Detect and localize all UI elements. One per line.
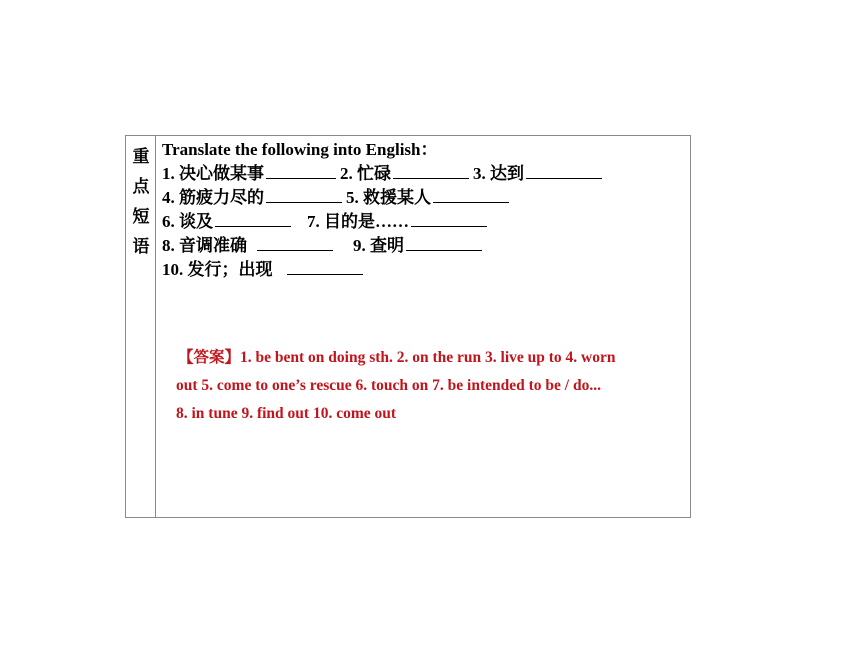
item-6: 6. 谈及: [162, 212, 213, 231]
item-1: 1. 决心做某事: [162, 164, 264, 183]
answer-blank: [433, 188, 509, 203]
answer-blank: [287, 260, 363, 275]
answer-blank: [266, 188, 342, 203]
side-label-column: [126, 136, 156, 517]
answer-blank: [526, 164, 602, 179]
item-2: 2. 忙碌: [340, 164, 391, 183]
answer-block: [174, 344, 684, 428]
item-5: 5. 救援某人: [346, 188, 431, 207]
side-label-char: 重: [132, 147, 150, 166]
exercise-row: [162, 210, 686, 234]
item-10: 10. 发行；出现: [162, 260, 273, 279]
answer-blank: [393, 164, 469, 179]
item-3: 3. 达到: [473, 164, 524, 183]
item-8: 8. 音调准确: [162, 236, 247, 255]
exercise-row: [162, 234, 686, 258]
answer-line: out 5. come to one’s rescue 6. touch on 7. be intended to be / do...: [176, 377, 601, 394]
answer-blank: [266, 164, 336, 179]
answer-blank: [257, 236, 333, 251]
answer-line: 8. in tune 9. find out 10. come out: [176, 405, 397, 422]
item-9: 9. 查明: [353, 236, 404, 255]
answer-blank: [215, 212, 291, 227]
item-4: 4. 筋疲力尽的: [162, 188, 264, 207]
answer-line: 【答案】1. be bent on doing sth. 2. on the run 3. live up to 4. worn: [178, 349, 616, 366]
exercise-row: [162, 162, 686, 186]
answer-blank: [406, 236, 482, 251]
answer-blank: [411, 212, 487, 227]
exercise-heading: Translate the following into English：: [162, 140, 438, 159]
side-label-char: 语: [132, 237, 150, 256]
exercise-content: [162, 138, 686, 282]
exercise-row: [162, 258, 686, 282]
item-7: 7. 目的是……: [307, 212, 409, 231]
phrase-exercise-box: [125, 135, 691, 518]
exercise-row: [162, 186, 686, 210]
side-label-char: 短: [132, 207, 150, 226]
side-label-char: 点: [132, 177, 150, 196]
